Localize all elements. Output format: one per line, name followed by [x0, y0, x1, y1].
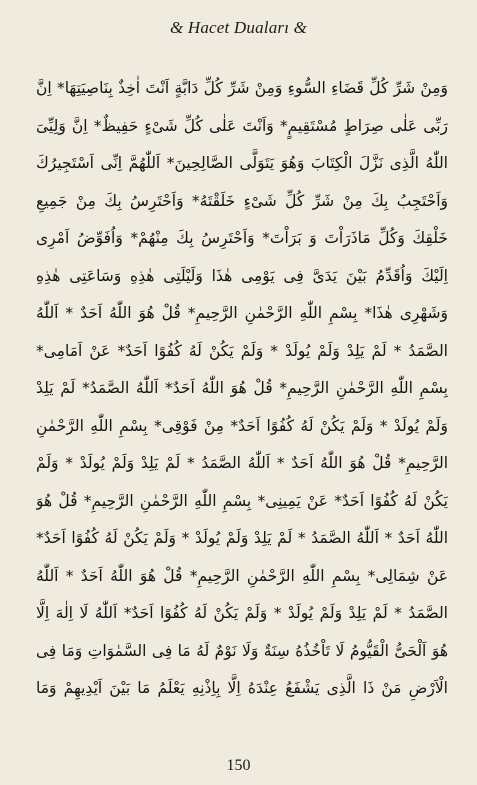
page-header-title: & Hacet Duaları &	[169, 18, 308, 37]
text-line-11: الرَّحِيمِ* قُلْ هُوَ اللّٰهُ اَحَدٌ * اَللّٰهُ الصَّمَدُ * لَمْ يَلِدْ وَلَمْ يُولَدْ * وَلَمْ	[36, 454, 448, 472]
text-line-2: رَبِّى عَلٰى صِرَاطٍ مُسْتَقِيمٍ* وَاَنْتَ عَلٰى كُلِّ شَىْءٍ حَفِيظٌ* اِنَّ وَلِيِّىَ	[36, 116, 448, 135]
text-line-1: وَمِنْ شَرِّ كُلِّ قَضَاءِ السُّوءِ وَمِنْ شَرِّ كُلِّ دَابَّةٍ اَنْتَ اٰخِذٌ بِنَاصِيَتِهَا* اِنَّ	[36, 79, 448, 97]
text-line-7: وَشَهْرِى هٰذَا* بِسْمِ اللّٰهِ الرَّحْمٰنِ الرَّحِيمِ* قُلْ هُوَ اللّٰهُ اَحَدٌ * اَللّٰهُ	[36, 304, 448, 322]
arabic-text-block	[36, 70, 448, 708]
text-line-16: هُوَ اَلْحَىُّ الْقَيُّومُ لَا تَاْخُذُهُ سِنَةٌ وَلَا نَوْمٌ لَهُ مَا فِى السَّمٰوَاتِ وَمَا فِى	[36, 641, 448, 660]
text-line-5: خَلْقِكَ وَكُلِّ مَاذَرَاْتَ وَ بَرَاْتَ* وَاَحْتَرِسُ بِكَ مِنْهُمْ* وَاُفَوِّضُ اَمْرِى	[36, 229, 448, 247]
text-line-6: اِلَيْكَ وَاُقَدِّمُ بَيْنَ يَدَىَّ فِى يَوْمِى هٰذَا وَلَيْلَتِى هٰذِهِ وَسَاعَتِى هٰذِهِ	[36, 266, 448, 285]
text-line-14: عَنْ شِمَالِى* بِسْمِ اللّٰهِ الرَّحْمٰنِ الرَّحِيمِ* قُلْ هُوَ اللّٰهُ اَحَدٌ * اَللّٰهُ	[36, 566, 448, 585]
text-line-3: اللّٰهُ الَّذِى نَزَّلَ الْكِتَابَ وَهُوَ يَتَوَلَّى الصَّالِحِينَ* اَللّٰهُمَّ اِنِّى اَسْتَجِيرُكَ	[36, 154, 448, 172]
text-line-15: الصَّمَدُ * لَمْ يَلِدْ وَلَمْ يُولَدْ * وَلَمْ يَكُنْ لَهُ كُفُوًا اَحَدٌ* اَللّٰهُ لَا اِلٰهَ اِلَّا	[36, 604, 448, 622]
text-line-8: الصَّمَدُ * لَمْ يَلِدْ وَلَمْ يُولَدْ * وَلَمْ يَكُنْ لَهُ كُفُوًا اَحَدٌ* عَنْ اَمَامِى*	[36, 341, 448, 360]
text-line-17: الْاَرْضِ مَنْ ذَا الَّذِى يَشْفَعُ عِنْدَهُ اِلَّا بِاِذْنِهِ يَعْلَمُ مَا بَيْنَ اَيْدِيهِمْ وَمَا	[36, 679, 448, 697]
text-line-9: بِسْمِ اللّٰهِ الرَّحْمٰنِ الرَّحِيمِ* قُلْ هُوَ اللّٰهُ اَحَدٌ* اَللّٰهُ الصَّمَدُ* لَمْ يَلِدْ	[36, 379, 448, 397]
text-line-13: اللّٰهُ اَحَدٌ * اَللّٰهُ الصَّمَدُ * لَمْ يَلِدْ وَلَمْ يُولَدْ * وَلَمْ يَكُنْ لَهُ كُفُوًا اَحَدٌ*	[36, 529, 448, 547]
text-line-12: يَكُنْ لَهُ كُفُوًا اَحَدٌ* عَنْ يَمِينِى* بِسْمِ اللّٰهِ الرَّحْمٰنِ الرَّحِيمِ* قُلْ هُوَ	[36, 491, 448, 510]
text-line-4: وَاَحْتَجِبُ بِكَ مِنْ شَرِّ كُلِّ شَىْءٍ خَلَقْتَهُ* وَاَحْتَرِسُ بِكَ مِنْ جَمِيعِ	[36, 191, 448, 210]
text-line-10: وَلَمْ يُولَدْ * وَلَمْ يَكُنْ لَهُ كُفُوًا اَحَدٌ* مِنْ فَوْقِى* بِسْمِ اللّٰهِ الرَّحْمٰنِ	[36, 416, 448, 435]
page-number: 150	[226, 757, 251, 774]
